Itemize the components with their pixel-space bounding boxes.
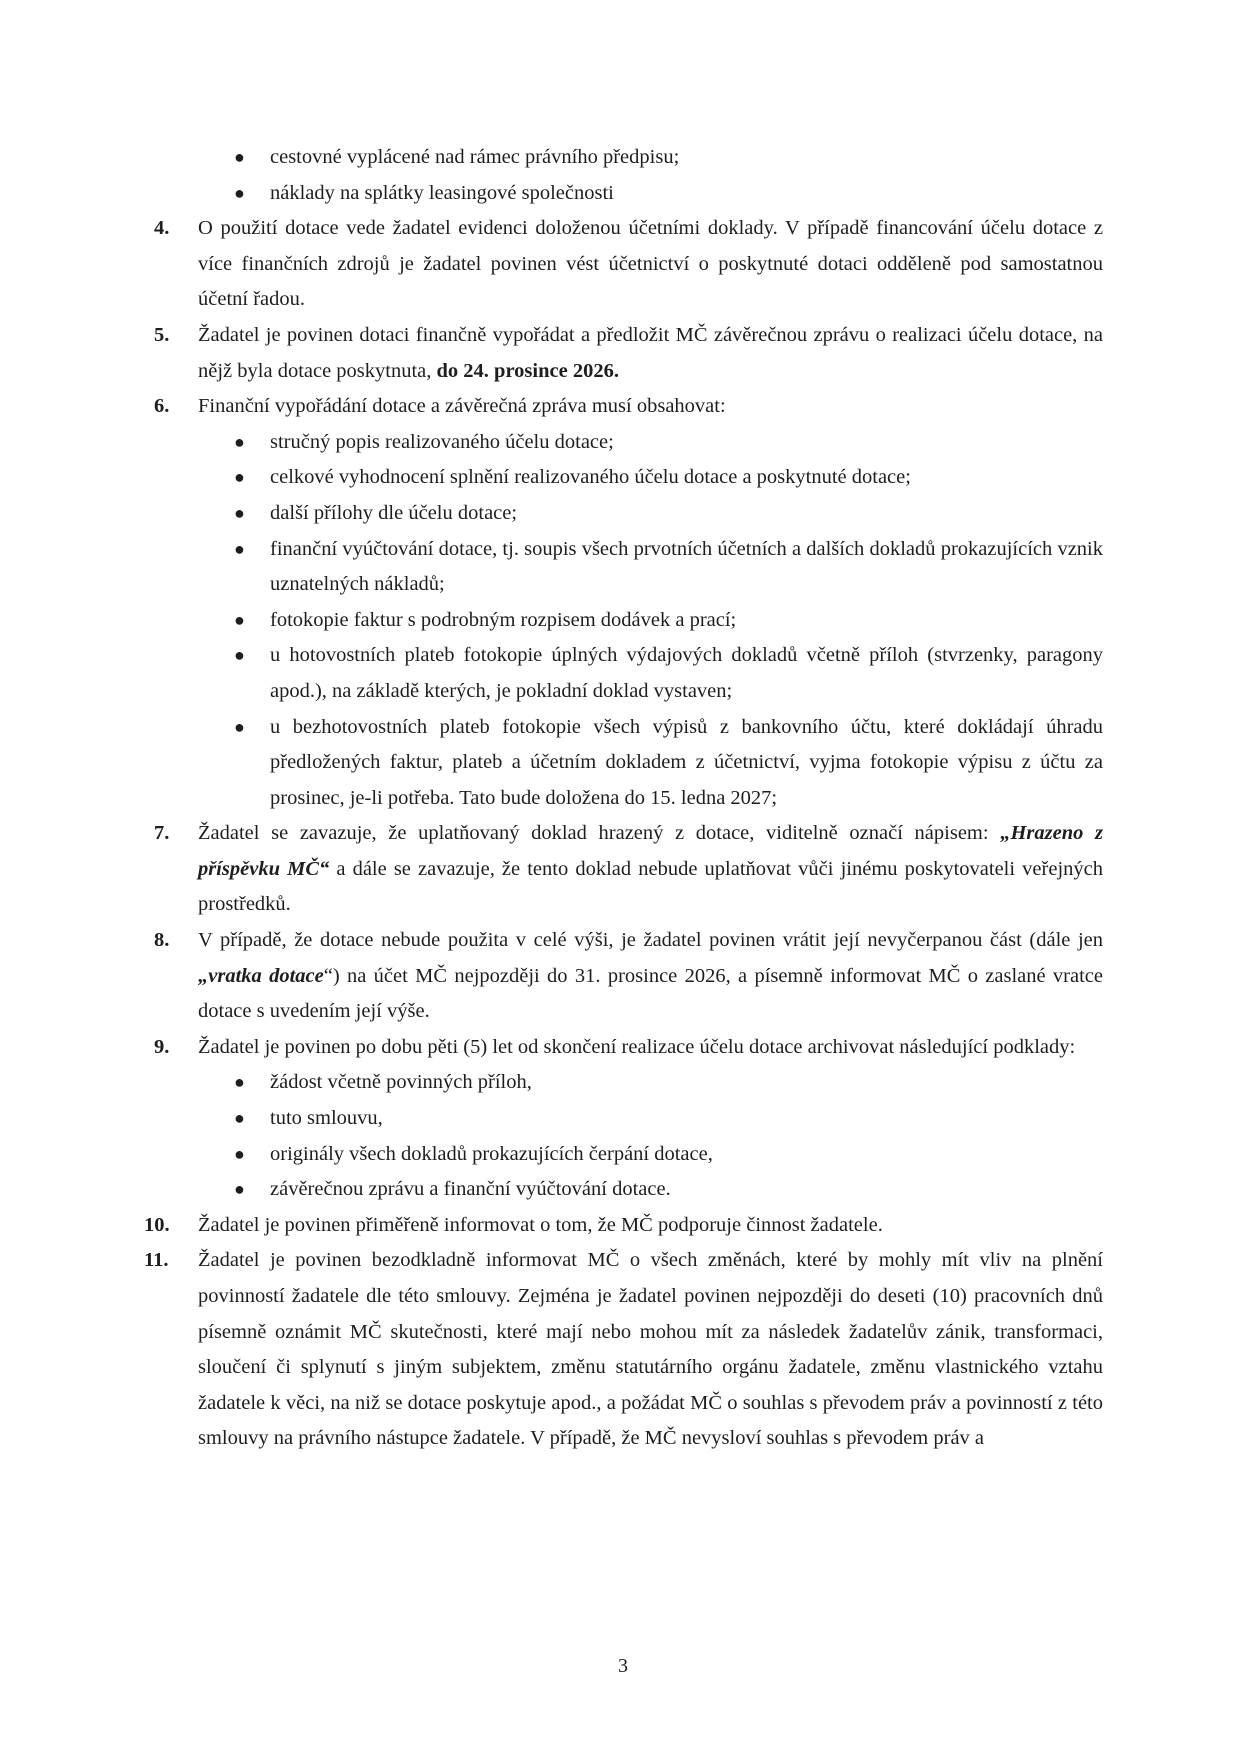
clause-8 [0,923,1246,1030]
list-item-text: závěrečnou zprávu a finanční vyúčtování dotace. [270,1178,671,1201]
clause-text: Žadatel se zavazuje, že uplatňovaný doklad hrazený z dotace, viditelně označí nápisem: [198,822,1001,845]
clause-text: Žadatel je povinen po dobu pěti (5) let od skončení realizace účelu dotace archivovat následující podklady: [198,1035,1076,1058]
list-item [198,425,1246,461]
label-inscription: „Hrazeno z příspěvku MČ“ [198,822,1103,880]
bullet-icon: ● [234,1072,245,1093]
list-item-text: náklady na splátky leasingové společnosti [270,181,614,204]
list-item-text: celkové vyhodnocení splnění realizovaného účelu dotace a poskytnuté dotace; [270,466,911,489]
list-item-text: u hotovostních plateb fotokopie úplných výdajových dokladů včetně příloh (stvrzenky, paragony apod.), na základě kterých, je pokladní doklad vystaven; [270,644,1103,702]
list-item-text: další přílohy dle účelu dotace; [270,501,518,524]
clause-5 [0,318,1246,389]
list-item [198,1101,1246,1137]
list-item [198,638,1246,709]
bullet-icon: ● [234,182,245,203]
list-item-text: tuto smlouvu, [270,1107,383,1130]
term-refund: „vratka dotace [198,964,324,987]
bullet-list-settlement [0,425,1246,817]
clause-text-continued: “) na účet MČ nejpozději do 31. prosince 2026, a písemně informovat MČ o zaslané vratce dotace s uvedením její výše. [198,964,1103,1023]
bullet-icon: ● [234,1143,245,1164]
deadline-text: do 24. prosince 2026. [436,359,619,382]
list-item [198,496,1246,532]
list-item-text: originály všech dokladů prokazujících čerpání dotace, [270,1142,713,1165]
clause-text: V případě, že dotace nebude použita v celé výši, je žadatel povinen vrátit její nevyčerpanou část (dále jen [198,929,1103,952]
clause-text: Žadatel je povinen bezodkladně informovat MČ o všech změnách, které by mohly mít vliv na plnění povinností žadatele dle této smlouvy. Zejména je žadatel povinen nejpozději do deseti (10) pracovních dnů písemně oznámit MČ skutečnosti, které mají nebo mohou mít za následek žadatelův zánik, transformaci, sloučení či splynutí s jiným subjektem, změnu statutárního orgánu žadatele, změnu vlastnického vztahu žadatele k věci, na niž se dotace poskytuje apod., a požádat MČ o souhlas s převodem práv a povinností z této smlouvy na právního nástupce žadatele. V případě, že MČ nevysloví souhlas s převodem práv a [198,1249,1103,1450]
clause-7 [0,816,1246,923]
clause-number: 4. [154,217,170,240]
list-item [198,140,1246,176]
page-number: 3 [618,1655,628,1677]
list-item [198,176,1246,212]
list-item-text: žádost včetně povinných příloh, [270,1071,532,1094]
list-item-text: fotokopie faktur s podrobným rozpisem dodávek a prací; [270,608,737,631]
clause-text: Žadatel je povinen dotaci finančně vypořádat a předložit MČ závěrečnou zprávu o realizaci účelu dotace, na nějž byla dotace poskytnuta, [198,323,1103,382]
list-item [198,1137,1246,1173]
bullet-icon: ● [234,1179,245,1200]
clause-number: 7. [154,822,170,845]
clause-text: Žadatel je povinen přiměřeně informovat o tom, že MČ podporuje činnost žadatele. [198,1213,883,1236]
list-item-text: cestovné vyplácené nad rámec právního předpisu; [270,146,680,168]
clause-6 [0,389,1246,425]
list-item [198,532,1246,603]
clause-number: 5. [154,323,170,346]
bullet-list-archive [0,1065,1246,1207]
clause-10 [0,1208,1246,1244]
list-item-text: u bezhotovostních plateb fotokopie všech výpisů z bankovního účtu, které dokládají úhradu předložených faktur, plateb a účetním dokladem z účetnictví, vyjma fotokopie výpisu z účtu za prosinec, je-li potřeba. Tato bude doložena do 15. ledna 2027; [270,715,1103,809]
bullet-icon: ● [234,147,245,167]
bullet-icon: ● [234,609,245,630]
list-item [198,603,1246,639]
bullet-icon: ● [234,716,245,737]
list-item-text: stručný popis realizovaného účelu dotace; [270,430,614,453]
clause-4 [0,211,1246,318]
clause-11 [0,1243,1246,1457]
bullet-icon: ● [234,538,245,559]
clause-number: 9. [154,1035,170,1058]
clause-number: 8. [154,929,170,952]
bullet-icon: ● [234,645,245,666]
list-item [198,710,1246,817]
clause-number: 11. [144,1249,169,1272]
list-item [198,1172,1246,1208]
bullet-icon: ● [234,1108,245,1129]
list-item [198,1065,1246,1101]
list-item [198,460,1246,496]
bullet-icon: ● [234,467,245,488]
clause-number: 10. [144,1213,170,1236]
clause-text-continued: a dále se zavazuje, že tento doklad nebude uplatňovat vůči jinému poskytovateli veřejných prostředků. [198,857,1103,916]
bullet-list-continuation [0,140,1246,211]
clause-number: 6. [154,395,170,418]
document-body [0,140,1246,1457]
clause-9 [0,1030,1246,1066]
bullet-icon: ● [234,502,245,523]
list-item-text: finanční vyúčtování dotace, tj. soupis všech prvotních účetních a dalších dokladů prokazujících vznik uznatelných nákladů; [270,537,1103,596]
clause-text: Finanční vypořádání dotace a závěrečná zpráva musí obsahovat: [198,395,726,418]
bullet-icon: ● [234,431,245,452]
clause-text: O použití dotace vede žadatel evidenci doloženou účetními doklady. V případě financování účelu dotace z více finančních zdrojů je žadatel povinen vést účetnictví o poskytnuté dotaci odděleně pod samostatnou účetní řadou. [198,217,1103,311]
